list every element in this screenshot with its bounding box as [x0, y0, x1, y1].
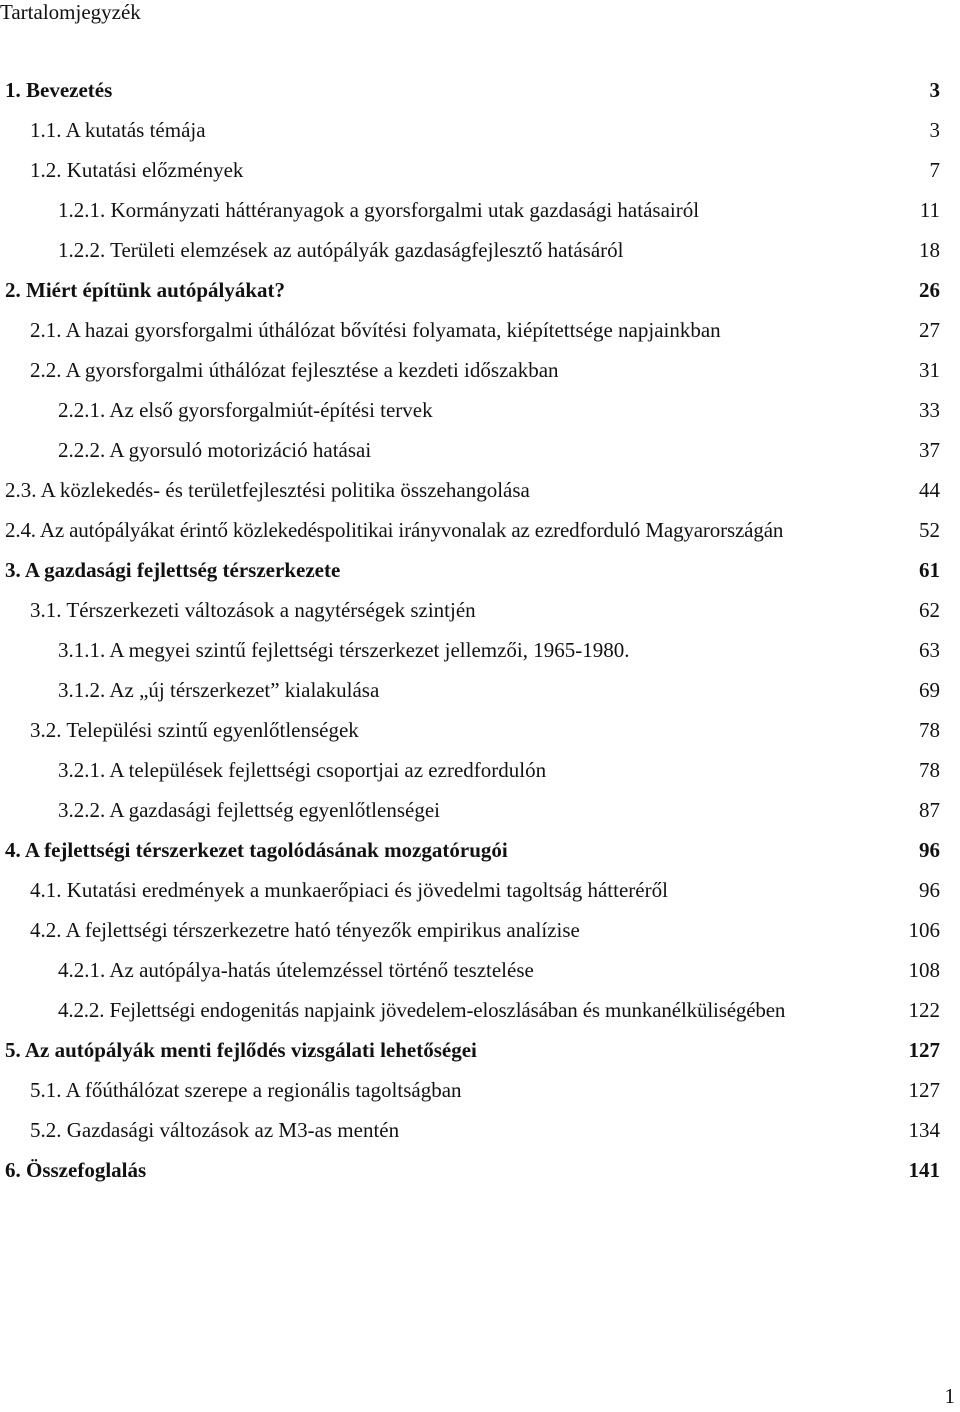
toc-entry-page: 69 — [919, 678, 940, 702]
toc-entry[interactable] — [0, 110, 960, 150]
toc-entry[interactable] — [0, 350, 960, 390]
toc-entry-title: 3.2.2. A gazdasági fejlettség egyenlőtlenségei — [58, 798, 440, 822]
toc-entry-page: 33 — [919, 398, 940, 422]
toc-entry-page: 108 — [908, 958, 940, 982]
toc-entry[interactable] — [0, 1070, 960, 1110]
toc-entry[interactable] — [0, 790, 960, 830]
toc-entry-page: 3 — [929, 118, 940, 142]
toc-entry-page: 37 — [919, 438, 940, 462]
toc-entry-title: 1.2. Kutatási előzmények — [30, 158, 244, 182]
toc-entry[interactable] — [0, 710, 960, 750]
toc-entry-title: 3.1.2. Az „új térszerkezet” kialakulása — [58, 678, 380, 702]
toc-entry-page: 127 — [908, 1078, 940, 1102]
toc-entry[interactable] — [0, 950, 960, 990]
toc-entry[interactable] — [0, 470, 960, 510]
toc-entry-title: 4.2.1. Az autópálya-hatás útelemzéssel történő tesztelése — [58, 958, 534, 982]
toc-entry[interactable] — [0, 70, 960, 110]
toc-entry-title: 4.2. A fejlettségi térszerkezetre ható tényezők empirikus analízise — [30, 918, 580, 942]
table-of-contents — [0, 70, 960, 1190]
toc-entry-title: 3.2. Települési szintű egyenlőtlenségek — [30, 718, 359, 742]
toc-entry-page: 52 — [919, 518, 940, 542]
toc-entry[interactable] — [0, 510, 960, 550]
toc-entry[interactable] — [0, 630, 960, 670]
toc-entry-page: 96 — [919, 838, 940, 862]
document-title: Tartalomjegyzék — [0, 0, 141, 24]
toc-entry[interactable] — [0, 670, 960, 710]
toc-entry-title: 5.2. Gazdasági változások az M3-as mentén — [30, 1118, 400, 1142]
toc-entry-title: 5.1. A főúthálózat szerepe a regionális tagoltságban — [30, 1078, 462, 1102]
toc-entry-title: 2.2.2. A gyorsuló motorizáció hatásai — [58, 438, 372, 462]
toc-entry-title: 2.3. A közlekedés- és területfejlesztési politika összehangolása — [5, 478, 530, 502]
toc-entry[interactable] — [0, 1030, 960, 1070]
toc-entry-title: 2.1. A hazai gyorsforgalmi úthálózat bővítési folyamata, kiépítettsége napjainkban — [30, 318, 721, 342]
toc-entry-title: 4.2.2. Fejlettségi endogenitás napjaink jövedelem-eloszlásában és munkanélküliségében — [58, 998, 786, 1022]
toc-entry-page: 27 — [919, 318, 940, 342]
toc-entry[interactable] — [0, 550, 960, 590]
toc-entry[interactable] — [0, 830, 960, 870]
toc-entry-title: 6. Összefoglalás — [5, 1158, 147, 1182]
toc-entry-page: 78 — [919, 758, 940, 782]
toc-entry-title: 4.1. Kutatási eredmények a munkaerőpiaci és jövedelmi tagoltság hátteréről — [30, 878, 668, 902]
toc-entry-title: 1. Bevezetés — [5, 78, 113, 102]
toc-entry[interactable] — [0, 230, 960, 270]
toc-entry-title: 1.2.2. Területi elemzések az autópályák gazdaságfejlesztő hatásáról — [58, 238, 624, 262]
toc-entry-page: 127 — [908, 1038, 940, 1062]
toc-entry[interactable] — [0, 150, 960, 190]
toc-entry[interactable] — [0, 270, 960, 310]
toc-entry-page: 44 — [919, 478, 940, 502]
toc-entry-title: 3.1. Térszerkezeti változások a nagytérségek szintjén — [30, 598, 476, 622]
toc-entry[interactable] — [0, 390, 960, 430]
toc-entry-title: 5. Az autópályák menti fejlődés vizsgálati lehetőségei — [5, 1038, 477, 1062]
toc-entry-title: 2. Miért építünk autópályákat? — [5, 278, 286, 302]
toc-entry-page: 96 — [919, 878, 940, 902]
toc-entry-page: 7 — [929, 158, 940, 182]
toc-entry-title: 3.1.1. A megyei szintű fejlettségi térszerkezet jellemzői, 1965-1980. — [58, 638, 630, 662]
toc-entry[interactable] — [0, 750, 960, 790]
toc-entry[interactable] — [0, 430, 960, 470]
toc-entry-page: 122 — [908, 998, 940, 1022]
toc-entry[interactable] — [0, 310, 960, 350]
toc-entry-page: 18 — [919, 238, 940, 262]
toc-entry-page: 61 — [919, 558, 940, 582]
toc-entry-title: 2.2.1. Az első gyorsforgalmiút-építési tervek — [58, 398, 433, 422]
toc-entry-page: 31 — [919, 358, 940, 382]
toc-entry-page: 134 — [908, 1118, 940, 1142]
toc-entry-page: 87 — [919, 798, 940, 822]
page-number: 1 — [944, 1384, 955, 1408]
toc-entry-title: 1.1. A kutatás témája — [30, 118, 206, 142]
toc-entry-page: 63 — [919, 638, 940, 662]
toc-entry-title: 4. A fejlettségi térszerkezet tagolódásának mozgatórugói — [5, 838, 508, 862]
toc-entry-title: 3. A gazdasági fejlettség térszerkezete — [5, 558, 341, 582]
toc-entry-page: 141 — [908, 1158, 940, 1182]
toc-entry[interactable] — [0, 870, 960, 910]
toc-entry-page: 78 — [919, 718, 940, 742]
toc-entry-title: 2.4. Az autópályákat érintő közlekedéspolitikai irányvonalak az ezredforduló Magyarországán — [5, 518, 784, 542]
toc-entry[interactable] — [0, 590, 960, 630]
toc-entry-page: 106 — [908, 918, 940, 942]
toc-entry-page: 3 — [929, 78, 940, 102]
toc-entry-title: 3.2.1. A települések fejlettségi csoportjai az ezredfordulón — [58, 758, 547, 782]
toc-entry-page: 62 — [919, 598, 940, 622]
toc-entry-page: 11 — [919, 198, 940, 222]
toc-entry[interactable] — [0, 1110, 960, 1150]
toc-entry[interactable] — [0, 990, 960, 1030]
toc-entry[interactable] — [0, 910, 960, 950]
toc-entry-title: 1.2.1. Kormányzati háttéranyagok a gyorsforgalmi utak gazdasági hatásairól — [58, 198, 700, 222]
toc-entry-page: 26 — [919, 278, 940, 302]
toc-entry-title: 2.2. A gyorsforgalmi úthálózat fejlesztése a kezdeti időszakban — [30, 358, 559, 382]
toc-entry[interactable] — [0, 1150, 960, 1190]
toc-entry[interactable] — [0, 190, 960, 230]
